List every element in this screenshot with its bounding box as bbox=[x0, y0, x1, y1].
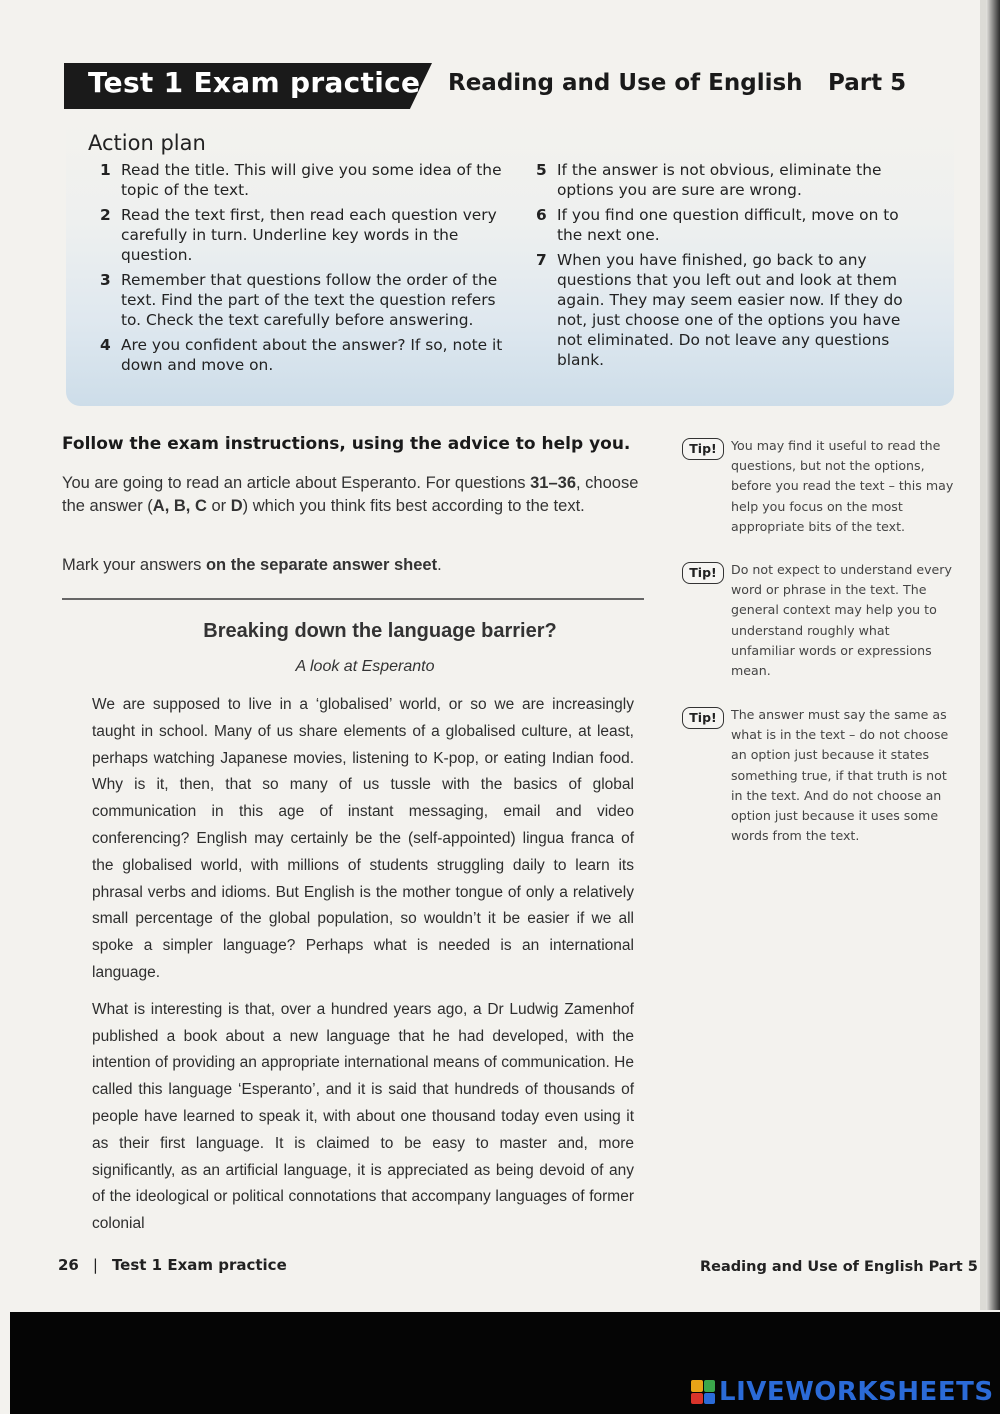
tip-text: You may find it useful to read the questions, but not the options, before you read the text – this may help you focus on the most appropriate bits of the text. bbox=[731, 438, 954, 534]
plan-item-number: 4 bbox=[100, 336, 111, 354]
plan-item-text: When you have finished, go back to any questions that you left out and look at them again. They may seem easier now. If they do not, just choose one of the options you have not eliminated. Do not leave any questions blank. bbox=[557, 251, 903, 369]
action-plan-right-column bbox=[536, 160, 921, 375]
plan-item-number: 5 bbox=[536, 161, 547, 179]
plan-item bbox=[100, 335, 510, 375]
plan-item-text: If you find one question difficult, move on to the next one. bbox=[557, 206, 899, 244]
plan-item bbox=[536, 160, 921, 200]
plan-item-number: 7 bbox=[536, 251, 547, 269]
answer-options: A, B, C bbox=[152, 497, 207, 515]
footer-left bbox=[58, 1256, 287, 1274]
intro-text: or bbox=[206, 497, 231, 515]
liveworksheets-brand: LIVEWORKSHEETS bbox=[719, 1377, 994, 1407]
page-edge-shadow bbox=[980, 0, 986, 1310]
action-plan-title: Action plan bbox=[88, 131, 206, 155]
plan-item-number: 3 bbox=[100, 271, 111, 289]
page-number: 26 bbox=[58, 1256, 79, 1274]
intro-text: , choose the answer ( bbox=[62, 474, 639, 515]
divider bbox=[62, 598, 644, 600]
intro-text: ) which you think fits best according to the text. bbox=[242, 497, 585, 515]
part-title: Part 5 bbox=[828, 70, 907, 96]
section-title: Reading and Use of English bbox=[448, 70, 803, 96]
plan-item bbox=[100, 160, 510, 200]
tip-label: Tip! bbox=[682, 438, 724, 460]
article-subtitle: A look at Esperanto bbox=[295, 658, 435, 675]
plan-item bbox=[100, 270, 510, 330]
tip-text: The answer must say the same as what is in the text – do not choose an option just because it states something true, if that truth is not in the text. And do not choose an option just because it uses some words from the text. bbox=[731, 707, 949, 844]
tip-box bbox=[682, 560, 957, 681]
answer-sheet-emphasis: on the separate answer sheet bbox=[205, 556, 438, 574]
action-plan-left-column bbox=[100, 160, 510, 380]
plan-item-text: Remember that questions follow the order of the text. Find the part of the text the question refers to. Check the text carefully before answering. bbox=[121, 271, 498, 329]
plan-item bbox=[536, 250, 921, 370]
plan-item-number: 6 bbox=[536, 206, 547, 224]
page-edge bbox=[986, 0, 1000, 1310]
plan-item-text: If the answer is not obvious, eliminate the options you are sure are wrong. bbox=[557, 161, 882, 199]
article-paragraph: We are supposed to live in a ‘globalised’ world, or so we are increasingly taught in school. Many of us share elements of a globalised culture, at least, perhaps watching Japanese movies, listening to K-pop, or eating Indian food. Why is it, then, that so many of us tussle with the basics of global communication in this age of instant messaging, email and video conferencing? English may certainly be the (self-appointed) lingua franca of the globalised world, with millions of students struggling daily to learn its phrasal verbs and idioms. But English is the mother tongue of only a relatively small percentage of the global population, so wouldn’t it be easier if we all spoke a simpler language? Perhaps what is needed is an international language. bbox=[92, 696, 634, 981]
article-paragraph: What is interesting is that, over a hundred years ago, a Dr Ludwig Zamenhof published a book about a new language that he had developed, with the intention of providing an appropriate international means of communication. He called this language ‘Esperanto’, and it is said that hundreds of thousands of people have learned to speak it, with about one thousand today even using it as their first language. It is claimed to be easy to master and, more significantly, as an artificial language, it is appreciated as being devoid of any of the ideological or political connotations that accompany languages of former colonial bbox=[92, 1000, 634, 1233]
footer-label: Test 1 Exam practice bbox=[111, 1256, 287, 1274]
footer-separator: | bbox=[92, 1256, 98, 1274]
plan-item-number: 1 bbox=[100, 161, 111, 179]
plan-item-text: Read the text first, then read each question very carefully in turn. Underline key words in the question. bbox=[121, 206, 497, 264]
article-body bbox=[92, 692, 634, 1248]
question-range: 31–36 bbox=[530, 474, 577, 492]
footer-right: Reading and Use of English Part 5 bbox=[700, 1259, 978, 1275]
tip-label: Tip! bbox=[682, 562, 724, 584]
tip-label: Tip! bbox=[682, 707, 724, 729]
tip-box bbox=[682, 705, 957, 846]
plan-item bbox=[536, 205, 921, 245]
exam-instructions-heading: Follow the exam instructions, using the advice to help you. bbox=[62, 434, 631, 454]
answer-option-d: D bbox=[230, 497, 243, 515]
plan-item-text: Read the title. This will give you some idea of the topic of the text. bbox=[121, 161, 502, 199]
intro-text: You are going to read an article about Esperanto. For questions bbox=[62, 474, 531, 492]
plan-item-number: 2 bbox=[100, 206, 111, 224]
mark-text: Mark your answers bbox=[62, 556, 206, 574]
plan-item bbox=[100, 205, 510, 265]
plan-item-text: Are you confident about the answer? If so, note it down and move on. bbox=[121, 336, 503, 374]
article-title: Breaking down the language barrier? bbox=[203, 620, 557, 642]
liveworksheets-logo-icon bbox=[691, 1380, 715, 1404]
tip-text: Do not expect to understand every word or phrase in the text. The general context may help you to understand roughly what unfamiliar words or expressions mean. bbox=[731, 562, 952, 679]
liveworksheets-watermark bbox=[691, 1377, 994, 1407]
tip-box bbox=[682, 436, 957, 537]
page-title: Test 1 Exam practice bbox=[88, 66, 421, 99]
mark-text: . bbox=[437, 556, 442, 574]
mark-answers-instruction bbox=[62, 556, 442, 575]
task-introduction bbox=[62, 472, 657, 518]
